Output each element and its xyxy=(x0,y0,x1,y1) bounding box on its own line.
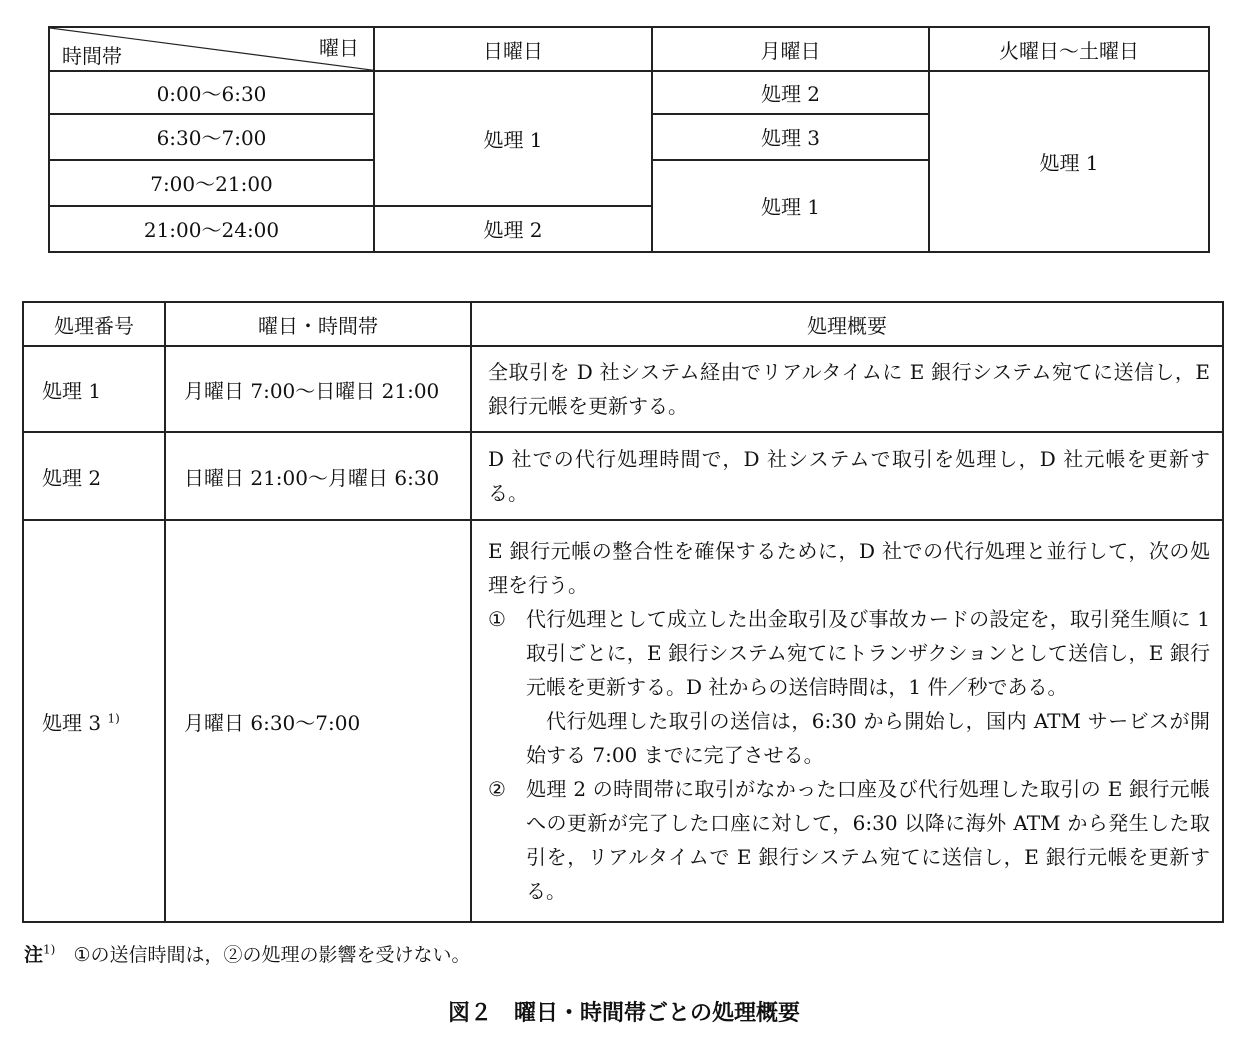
figure-caption: 図２ 曜日・時間帯ごとの処理概要 xyxy=(447,1001,800,1026)
footnote-ref: 1) xyxy=(107,710,120,725)
circled-number: ① xyxy=(488,607,506,631)
corner-header-cell xyxy=(49,27,374,71)
process-time: 月曜日 6:30～7:00 xyxy=(165,520,471,922)
schedule-table xyxy=(48,26,1210,253)
list-item xyxy=(488,772,1210,908)
process-name-text: 処理 3 xyxy=(42,710,102,735)
table-row xyxy=(23,346,1223,432)
process-description xyxy=(471,520,1223,922)
time-slot: 7:00～21:00 xyxy=(49,160,374,206)
item-text: 処理 2 の時間帯に取引がなかった口座及び代行処理した取引の E 銀行元帳への更新が完了した口座に対して，6:30 以降に海外 ATM から発生した取引を，リアルタイムで E 銀行システム宛てに送信し，E 銀行元帳を更新する。 xyxy=(526,777,1210,903)
process-description xyxy=(471,346,1223,432)
process-time: 月曜日 7:00～日曜日 21:00 xyxy=(165,346,471,432)
circled-number: ② xyxy=(488,777,506,801)
description-intro: E 銀行元帳の整合性を確保するために，D 社での代行処理と並行して，次の処理を行う。 xyxy=(488,539,1210,597)
process-name: 処理 2 xyxy=(23,432,165,520)
footnote-mark: 1) xyxy=(43,942,56,957)
monday-cell: 処理 1 xyxy=(652,160,929,252)
time-slot: 0:00～6:30 xyxy=(49,71,374,114)
header-sunday: 日曜日 xyxy=(374,27,652,71)
monday-cell: 処理 2 xyxy=(652,71,929,114)
tue-sat-cell: 処理 1 xyxy=(929,71,1209,252)
time-slot: 21:00～24:00 xyxy=(49,206,374,252)
header-process-number: 処理番号 xyxy=(23,302,165,346)
header-overview: 処理概要 xyxy=(471,302,1223,346)
time-slot: 6:30～7:00 xyxy=(49,114,374,159)
header-monday: 月曜日 xyxy=(652,27,929,71)
process-time: 日曜日 21:00～月曜日 6:30 xyxy=(165,432,471,520)
process-name xyxy=(23,520,165,922)
time-axis-label: 時間帯 xyxy=(62,44,122,68)
header-tue-sat: 火曜日～土曜日 xyxy=(929,27,1209,71)
sunday-cell: 処理 1 xyxy=(374,71,652,206)
description-text: 全取引を D 社システム経由でリアルタイムに E 銀行システム宛てに送信し，E 銀行元帳を更新する。 xyxy=(488,360,1210,418)
process-name: 処理 1 xyxy=(23,346,165,432)
monday-cell: 処理 3 xyxy=(652,114,929,159)
item-text: 代行処理として成立した出金取引及び事故カードの設定を，取引発生順に 1 取引ごとに，E 銀行システム宛てにトランザクションとして送信し，E 銀行元帳を更新する。D 社からの送信時間は，1 件／秒である。 xyxy=(526,607,1210,699)
list-item xyxy=(488,602,1210,772)
table-row xyxy=(23,520,1223,922)
footnote-text: ①の送信時間は，②の処理の影響を受けない。 xyxy=(73,944,471,966)
table-row xyxy=(23,432,1223,520)
day-axis-label: 曜日 xyxy=(319,36,359,60)
process-description xyxy=(471,432,1223,520)
description-text: D 社での代行処理時間で，D 社システムで取引を処理し，D 社元帳を更新する。 xyxy=(488,447,1210,505)
item-subtext: 代行処理した取引の送信は，6:30 から開始し，国内 ATM サービスが開始する 7:00 までに完了させる。 xyxy=(526,709,1210,767)
footnote xyxy=(24,940,471,967)
header-day-time: 曜日・時間帯 xyxy=(165,302,471,346)
process-table xyxy=(22,301,1224,923)
sunday-cell: 処理 2 xyxy=(374,206,652,252)
footnote-label: 注 xyxy=(24,944,44,966)
